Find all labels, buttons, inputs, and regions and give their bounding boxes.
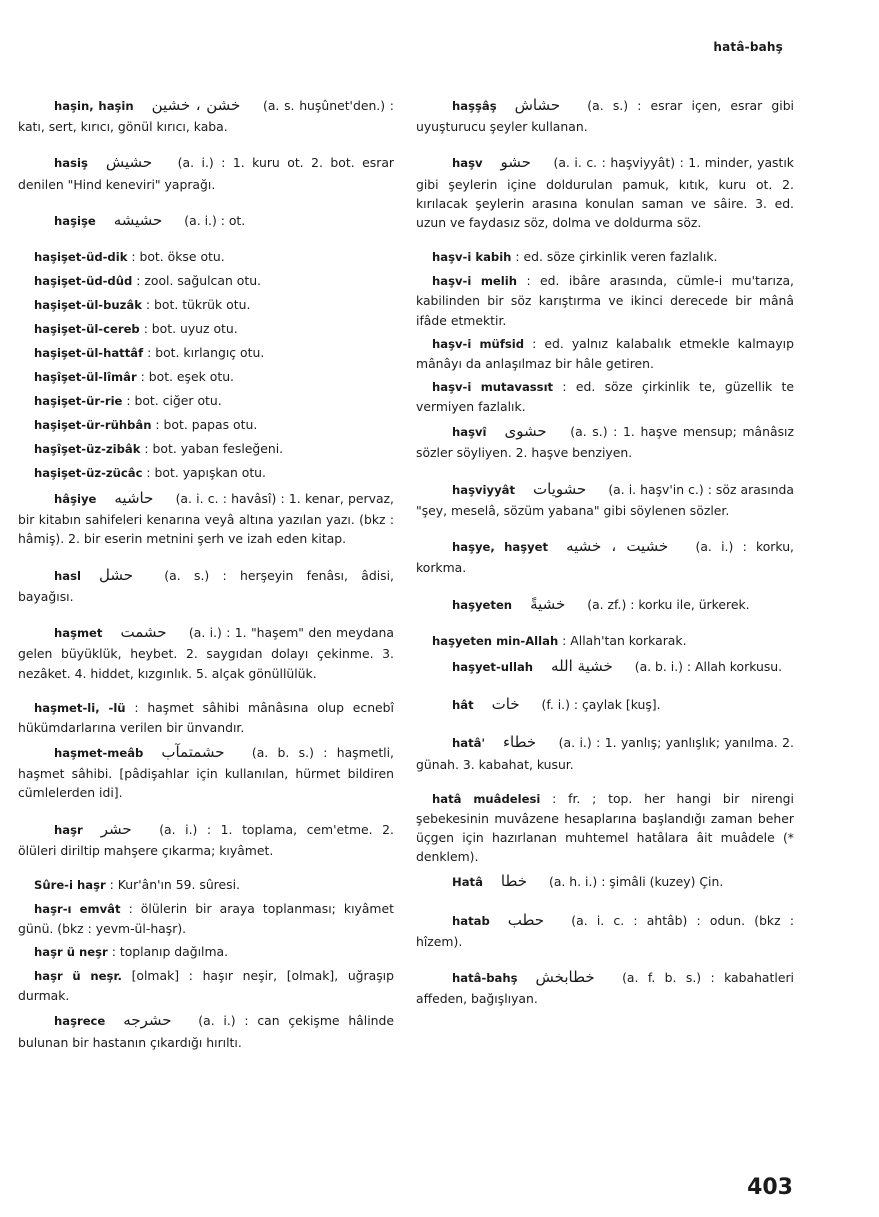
- entry-definition: : zool. sağulcan otu.: [136, 273, 261, 289]
- subentry: [18, 942, 394, 962]
- entry-headword: haşv-i melih: [432, 274, 517, 289]
- subentry: [18, 899, 394, 938]
- entry-definition: : bot. ciğer otu.: [126, 393, 222, 408]
- arabic-script: حشيشه: [113, 210, 163, 229]
- subentry: [18, 463, 394, 483]
- entry-headword: haşv-i kabih: [432, 250, 512, 265]
- dictionary-entry: [416, 151, 794, 232]
- entry-headword: haşşâş: [452, 99, 497, 113]
- arabic-script: حشر: [100, 819, 132, 838]
- entry-headword: haşvî: [452, 425, 487, 440]
- entry-headword: haşyeten: [452, 597, 513, 612]
- entry-definition: : bot. papas otu.: [155, 416, 258, 432]
- entry-definition: (a. i.) : 1. "haşem" den meydana gelen büyüklük, heybet. 2. saygıdan dolayı çekinme. 3. nezâket. 4. hiddet, kızgınlık. 5. alçak gönüllülük.: [18, 625, 394, 681]
- entry-headword: haşişet-ür-rühbân: [34, 417, 152, 432]
- dictionary-entry: [18, 818, 394, 860]
- subentry: [416, 247, 794, 267]
- subentry: [18, 271, 394, 291]
- entry-headword: haşişet-ül-cereb: [34, 322, 140, 337]
- subentry: [18, 966, 394, 1005]
- entry-definition: (a. h. i.) : şimâli (kuzey) Çin.: [545, 874, 724, 890]
- entry-definition: (a. b. i.) : Allah korkusu.: [630, 658, 783, 674]
- entry-definition: : bot. yapışkan otu.: [146, 464, 266, 480]
- entry-definition: (a. f. b. s.) : kabahatleri affeden, bağışlıyan.: [416, 970, 794, 1007]
- entry-definition: : ed. ibâre arasında, cümle-i mu'tarıza, kabilinden bir söz karıştırma ve ikinci derecede bir mânâ ifâde etmektir.: [416, 273, 794, 328]
- entry-headword: hât: [452, 698, 474, 712]
- dictionary-entry: [416, 731, 794, 773]
- page-number: 403: [747, 1174, 793, 1200]
- dictionary-entry: [416, 420, 794, 462]
- entry-headword: haşyeten min-Allah: [432, 633, 559, 648]
- entry-headword: haşin, haşin: [54, 99, 134, 113]
- dictionary-entry: [416, 593, 794, 616]
- arabic-script: خطابخش: [535, 968, 595, 987]
- entry-headword: hasiş: [54, 156, 88, 171]
- entry-headword: hatâ muâdelesi: [432, 791, 541, 806]
- entry-definition: (a. zf.) : korku ile, ürkerek.: [583, 596, 750, 612]
- entry-definition: (a. i. haşv'in c.) : söz arasında "şey, meselâ, sözüm yabana" gibi söylenen sözler.: [416, 481, 794, 518]
- arabic-script: خطاء: [503, 733, 537, 752]
- left-column: [18, 94, 394, 1067]
- entry-headword: haşviyyât: [452, 482, 515, 497]
- entry-definition: (a. i. c. : haşviyyât) : 1. minder, yastık gibi şeylerin içine doldurulan pamuk, kıtık, kuru ot. 2. kırılacak şeylerin arasına konulan saman ve sâire. 3. ed. uzun ve faydasız söz, dolma ve doldurma söz.: [416, 155, 794, 231]
- entry-headword: haşye, haşyet: [452, 540, 549, 555]
- dictionary-entry: [416, 655, 794, 678]
- dictionary-entry: [18, 621, 394, 683]
- arabic-script: خشن ، خشين: [151, 96, 241, 114]
- running-head: hatâ-bahş: [713, 40, 783, 54]
- dictionary-entry: [416, 870, 794, 893]
- entry-headword: haşîşet-ül-lîmâr: [34, 370, 137, 385]
- arabic-script: حشرجه: [123, 1011, 172, 1030]
- dictionary-entry: [416, 909, 794, 951]
- entry-definition: (f. i.) : çaylak [kuş].: [537, 697, 661, 712]
- entry-headword: haşişet-üd-dûd: [34, 274, 133, 289]
- entry-definition: : bot. ökse otu.: [131, 249, 225, 265]
- entry-headword: haşişet-ül-buzâk: [34, 298, 142, 313]
- subentry: [416, 789, 794, 867]
- subentry: [416, 631, 794, 651]
- entry-definition: : bot. kırlangıç otu.: [147, 345, 265, 361]
- entry-definition: (a. i. c. : ahtâb) : odun. (bkz : hîzem).: [416, 912, 794, 949]
- dictionary-entry: [416, 535, 794, 577]
- entry-definition: : Allah'tan korkarak.: [562, 632, 687, 648]
- subentry: [18, 875, 394, 895]
- entry-definition: (a. i.) : ot.: [180, 212, 246, 228]
- entry-headword: haşişe: [54, 213, 96, 228]
- arabic-script: حشل: [98, 565, 133, 584]
- dictionary-entry: [18, 94, 394, 136]
- entry-definition: (a. s.) : esrar içen, esrar gibi uyuşturucu şeyler kullanan.: [416, 98, 794, 135]
- entry-headword: haşr-ı emvât: [34, 902, 121, 917]
- entry-headword: haşîşet-üz-zibâk: [34, 441, 141, 456]
- entry-definition: : ed. yalnız kalabalık etmekle kalmayıp mânâyı da anlaşılmaz bir hâle getiren.: [416, 335, 794, 371]
- dictionary-entry: [416, 966, 794, 1008]
- entry-headword: haşr ü neşr: [34, 945, 108, 960]
- subentry: [18, 439, 394, 459]
- subentry: [18, 391, 394, 411]
- arabic-script: حشوى: [504, 422, 547, 441]
- dictionary-entry: [416, 478, 794, 520]
- entry-headword: hatâ-bahş: [452, 971, 518, 986]
- entry-headword: haşv-i müfsid: [432, 336, 525, 351]
- entry-definition: [olmak] : haşır neşir, [olmak], uğraşıp durmak.: [18, 968, 394, 1004]
- entry-definition: (a. i.) : 1. kuru ot. 2. bot. esrar denilen "Hind keneviri" yaprağı.: [18, 155, 394, 192]
- entry-headword: haşişet-ül-hattâf: [34, 346, 144, 361]
- subentry: [416, 377, 794, 416]
- arabic-script: خطا: [500, 872, 528, 891]
- arabic-script: حشيش: [105, 153, 153, 172]
- entry-headword: haşmet-li, -lü: [34, 700, 126, 715]
- entry-definition: : fr. ; top. her hangi bir nirengi şebekesinin muvâzene hesaplarına başlandığı zaman beher üçgen için hazırlanan muhtemel hatâlara âit muâdele (* denklem).: [416, 790, 794, 865]
- entry-headword: haşişet-üz-zücâc: [34, 465, 143, 480]
- entry-definition: : haşmet sâhibi mânâsına olup ecnebî hükümdarlarına verilen bir ünvandır.: [18, 699, 394, 735]
- dictionary-entry: [416, 94, 794, 136]
- entry-definition: (a. i.) : 1. toplama, cem'etme. 2. ölüleri diriltip mahşere çıkarma; kıyâmet.: [18, 821, 394, 858]
- entry-headword: hasl: [54, 568, 81, 583]
- entry-headword: Sûre-i haşr: [34, 878, 106, 893]
- arabic-script: خات: [491, 695, 520, 713]
- arabic-script: حشو: [500, 153, 531, 172]
- entry-definition: : ed. söze çirkinlik veren fazlalık.: [515, 249, 718, 265]
- entry-definition: : ed. söze çirkinlik te, güzellik te vermiyen fazlalık.: [416, 378, 794, 414]
- arabic-script: خشية الله: [551, 656, 613, 675]
- entry-headword: haşrece: [54, 1014, 106, 1029]
- entry-headword: haşr ü neşr.: [34, 969, 122, 984]
- arabic-script: حشمتمآب: [161, 742, 225, 761]
- subentry: [18, 367, 394, 387]
- dictionary-entry: [18, 1009, 394, 1051]
- arabic-script: حطب: [507, 910, 545, 929]
- entry-headword: Hatâ: [452, 875, 483, 890]
- entry-definition: (a. i.) : 1. yanlış; yanlışlık; yanılma. 2. günah. 3. kabahat, kusur.: [416, 735, 794, 772]
- entry-headword: haşmet-meâb: [54, 745, 144, 760]
- entry-headword: hatâ': [452, 736, 485, 751]
- entry-definition: (a. i. c. : havâsî) : 1. kenar, pervaz, bir kitabın sahifeleri kenarına veyâ altına yazılan yazı. (bkz : hâmiş). 2. bir eserin metnini şerh ve izah eden kitap.: [18, 490, 394, 547]
- entry-headword: hatab: [452, 913, 490, 928]
- entry-headword: haşv-i mutavassıt: [432, 379, 554, 394]
- entry-definition: (a. s.) : herşeyin fenâsı, âdisi, bayağısı.: [18, 567, 394, 604]
- arabic-script: خشيت ، خشيه: [566, 537, 669, 556]
- subentry: [18, 247, 394, 267]
- entry-definition: : bot. eşek otu.: [140, 369, 234, 385]
- entry-definition: (a. s. huşûnet'den.) : katı, sert, kırıcı, gönül kırıcı, kaba.: [18, 98, 394, 135]
- arabic-script: حشاش: [514, 96, 561, 114]
- arabic-script: حشويات: [533, 479, 587, 498]
- entry-headword: haşr: [54, 822, 83, 837]
- entry-definition: (a. i.) : korku, korkma.: [416, 539, 794, 576]
- subentry: [18, 698, 394, 737]
- dictionary-entry: [416, 693, 794, 716]
- entry-definition: : ölülerin bir araya toplanması; kıyâmet günü. (bkz : yevm-ül-haşr).: [18, 901, 394, 936]
- dictionary-entry: [18, 151, 394, 193]
- subentry: [18, 319, 394, 339]
- entry-headword: haşmet: [54, 626, 103, 641]
- entry-definition: : bot. yaban fesleğeni.: [144, 440, 284, 456]
- subentry: [18, 343, 394, 363]
- entry-definition: : bot. tükrük otu.: [145, 297, 251, 313]
- arabic-script: خشيةً: [530, 594, 566, 613]
- entry-headword: haşişet-ür-rie: [34, 394, 123, 408]
- arabic-script: حاشيه: [114, 488, 154, 507]
- dictionary-entry: [18, 564, 394, 606]
- dictionary-entry: [18, 487, 394, 549]
- subentry: [416, 334, 794, 373]
- right-column: [416, 94, 794, 1024]
- subentry: [416, 271, 794, 329]
- entry-headword: haşyet-ullah: [452, 659, 534, 674]
- entry-definition: (a. b. s.) : haşmetli, haşmet sâhibi. [pâdişahlar için kullanılan, hürmet bildiren cümlelerden idi].: [18, 744, 394, 801]
- arabic-script: حشمت: [120, 623, 167, 642]
- dictionary-entry: [18, 741, 394, 803]
- entry-definition: (a. s.) : 1. haşve mensup; mânâsız sözler söyliyen. 2. haşve benziyen.: [416, 424, 794, 461]
- entry-definition: : toplanıp dağılma.: [111, 944, 229, 960]
- subentry: [18, 415, 394, 435]
- subentry: [18, 295, 394, 315]
- entry-definition: (a. i.) : can çekişme hâlinde bulunan bir hastanın çıkardığı hırıltı.: [18, 1013, 394, 1050]
- entry-definition: : Kur'ân'ın 59. sûresi.: [109, 877, 240, 893]
- entry-definition: : bot. uyuz otu.: [143, 321, 238, 337]
- entry-headword: haşv: [452, 156, 483, 171]
- entry-headword: hâşiye: [54, 491, 97, 506]
- entry-headword: haşişet-üd-dik: [34, 250, 128, 265]
- dictionary-entry: [18, 209, 394, 232]
